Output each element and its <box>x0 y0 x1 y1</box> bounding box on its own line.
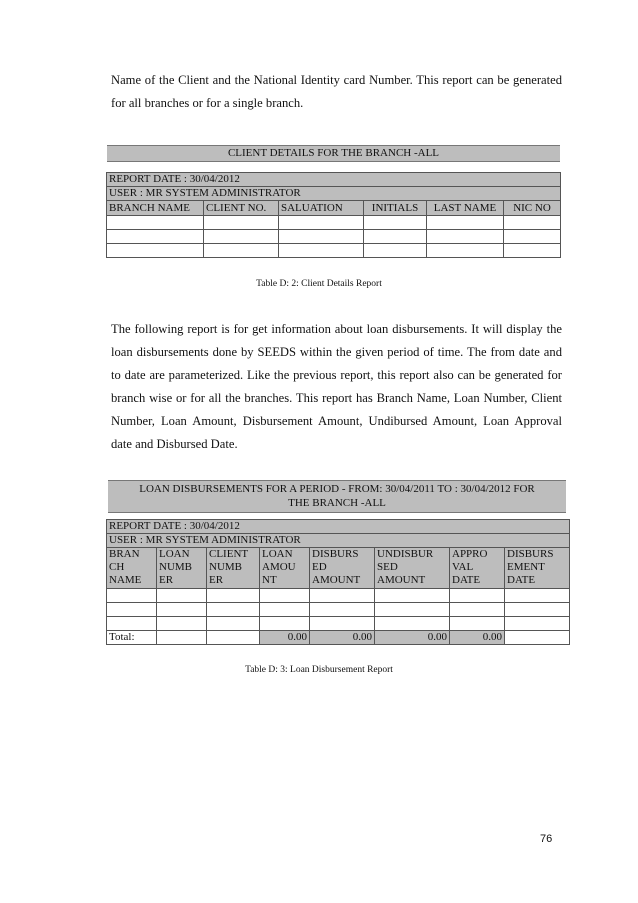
column-header: APPRO VAL DATE <box>450 548 505 589</box>
total-undisbursed-amount: 0.00 <box>375 631 450 645</box>
report-user: USER : MR SYSTEM ADMINISTRATOR <box>107 187 561 201</box>
total-disbursed-amount: 0.00 <box>310 631 375 645</box>
column-header: DISBURS ED AMOUNT <box>310 548 375 589</box>
totals-row <box>107 631 570 645</box>
title-line: THE BRANCH -ALL <box>288 497 386 509</box>
column-header: LOAN NUMB ER <box>157 548 207 589</box>
table-row <box>107 617 570 631</box>
loan-disbursements-title <box>108 480 566 513</box>
table-row <box>107 603 570 617</box>
table-row <box>107 589 570 603</box>
table-header-row <box>107 548 570 589</box>
intro-paragraph: Name of the Client and the National Identity card Number. This report can be generated for all branches or for a single branch. <box>111 73 562 110</box>
body-paragraph: The following report is for get information about loan disbursements. It will display the loan disbursements done by SEEDS within the given period of time. The from date and to date are parameterized. Like the previous report, this report also can be generated for branch wise or for all the branches. This report has Branch Name, Loan Number, Client Number, Loan Amount, Disbursement Amount, Undibursed Amount, Loan Approval date and Disbursed Date. <box>111 322 562 451</box>
total-label: Total: <box>107 631 157 645</box>
report-date: REPORT DATE : 30/04/2012 <box>107 520 570 534</box>
report-date: REPORT DATE : 30/04/2012 <box>107 173 561 187</box>
column-header: INITIALS <box>364 201 427 216</box>
total-extra: 0.00 <box>450 631 505 645</box>
column-header: SALUATION <box>279 201 364 216</box>
table-header-row <box>107 201 561 216</box>
table-row <box>107 230 561 244</box>
report-user: USER : MR SYSTEM ADMINISTRATOR <box>107 534 570 548</box>
client-details-table <box>106 172 561 258</box>
table-caption: Table D: 2: Client Details Report <box>256 279 382 289</box>
column-header: DISBURS EMENT DATE <box>505 548 570 589</box>
table-caption: Table D: 3: Loan Disbursement Report <box>245 665 393 675</box>
title-line: LOAN DISBURSEMENTS FOR A PERIOD - FROM: 30/04/2011 TO : 30/04/2012 FOR <box>139 483 535 495</box>
total-loan-amount: 0.00 <box>260 631 310 645</box>
client-details-title: CLIENT DETAILS FOR THE BRANCH -ALL <box>107 145 560 162</box>
column-header: UNDISBUR SED AMOUNT <box>375 548 450 589</box>
table-row <box>107 244 561 258</box>
loan-disbursement-table <box>106 519 570 645</box>
column-header: BRAN CH NAME <box>107 548 157 589</box>
column-header: CLIENT NO. <box>204 201 279 216</box>
column-header: LOAN AMOU NT <box>260 548 310 589</box>
column-header: CLIENT NUMB ER <box>207 548 260 589</box>
column-header: NIC NO <box>504 201 561 216</box>
page-number: 76 <box>540 833 553 845</box>
column-header: BRANCH NAME <box>107 201 204 216</box>
table-row <box>107 216 561 230</box>
column-header: LAST NAME <box>427 201 504 216</box>
